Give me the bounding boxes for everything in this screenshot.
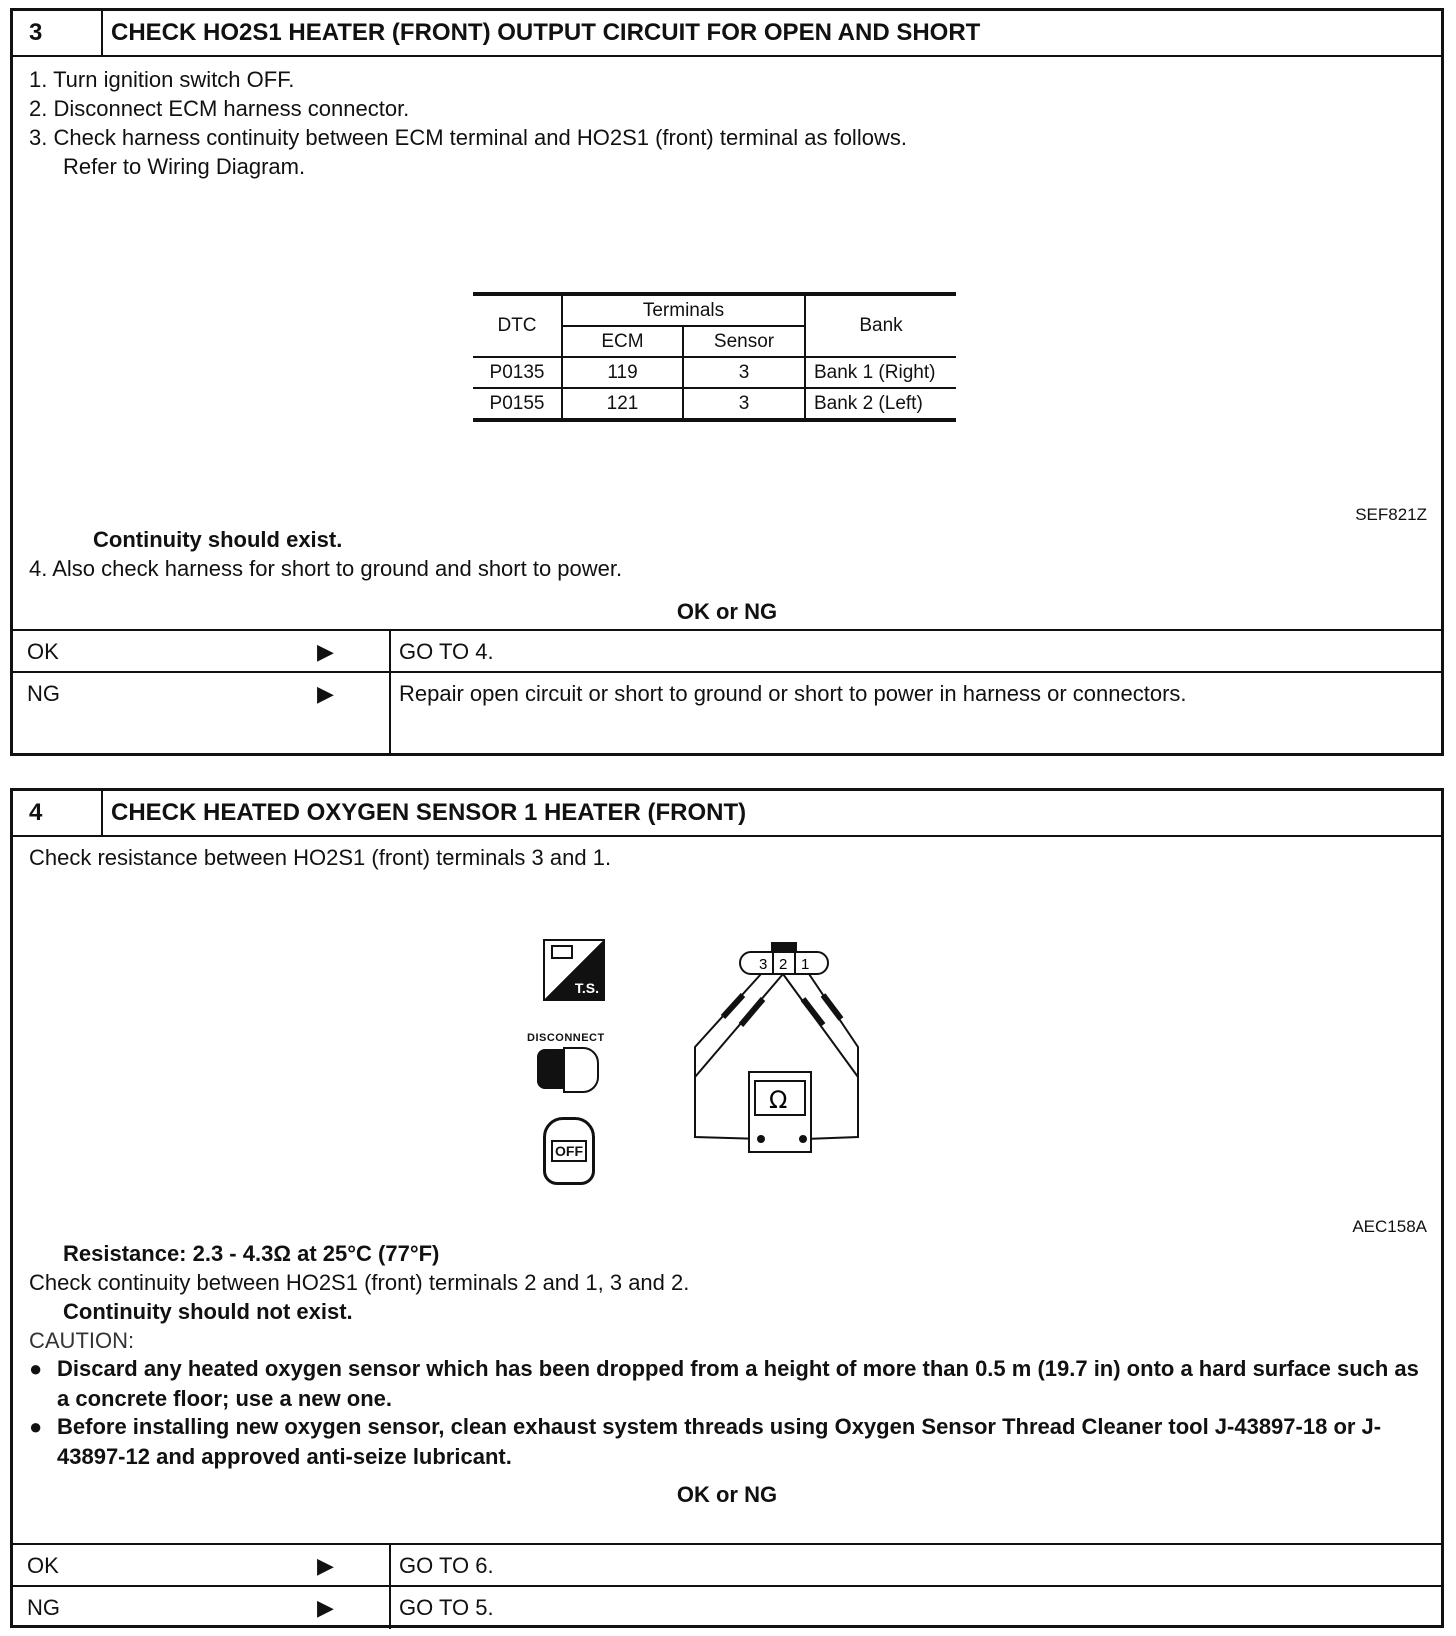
figure-code: AEC158A — [1352, 1217, 1427, 1236]
step-number: 3 — [13, 11, 103, 55]
resistance-spec: Resistance: 2.3 - 4.3Ω at 25°C (77°F) — [63, 1241, 440, 1266]
result-ok-row[interactable] — [13, 1543, 1441, 1587]
result-action: Repair open circuit or short to ground or short to power in harness or connectors. — [389, 673, 1441, 753]
instruction-4: 4. Also check harness for short to ground and short to power. — [29, 556, 623, 581]
result-label: NG — [27, 1595, 60, 1620]
figure — [523, 927, 883, 1197]
step-title: CHECK HO2S1 HEATER (FRONT) OUTPUT CIRCUIT FOR OPEN AND SHORT — [111, 19, 981, 46]
svg-text:2: 2 — [779, 956, 788, 973]
step-title: CHECK HEATED OXYGEN SENSOR 1 HEATER (FRONT) — [111, 799, 747, 826]
disconnect-icon — [537, 1047, 601, 1091]
off-label: OFF — [551, 1140, 587, 1162]
cell-bank: Bank 2 (Left) — [805, 388, 956, 420]
arrow-icon: ▶ — [317, 1595, 334, 1620]
continuity-check: Check continuity between HO2S1 (front) terminals 2 and 1, 3 and 2. — [29, 1270, 690, 1295]
result-label: OK — [27, 1553, 59, 1578]
result-ng-row[interactable] — [13, 1585, 1441, 1629]
table-row — [473, 388, 956, 420]
bullet-icon: ● — [29, 1356, 43, 1381]
figure-code: SEF821Z — [1355, 505, 1427, 524]
cell-dtc: P0135 — [473, 357, 562, 388]
ok-ng-label: OK or NG — [676, 599, 778, 624]
step-number: 4 — [13, 791, 103, 835]
arrow-icon: ▶ — [317, 681, 334, 706]
col-bank: Bank — [805, 294, 956, 357]
svg-text:Ω: Ω — [769, 1086, 788, 1114]
cell-dtc: P0155 — [473, 388, 562, 420]
instruction-3: 3. Check harness continuity between ECM terminal and HO2S1 (front) terminal as follows. — [29, 125, 907, 150]
instruction-2: 2. Disconnect ECM harness connector. — [29, 96, 410, 121]
cell-sensor: 3 — [683, 388, 805, 420]
result-ok-row[interactable] — [13, 629, 1441, 673]
result-label: NG — [27, 681, 60, 706]
result-ng-row[interactable] — [13, 671, 1441, 753]
col-terminals: Terminals — [562, 294, 805, 326]
col-sensor: Sensor — [683, 326, 805, 357]
result-label: OK — [27, 639, 59, 664]
step-4-body — [13, 837, 1441, 1547]
ignition-off-icon — [543, 1117, 595, 1185]
step-3-body — [13, 57, 1441, 633]
ohmmeter-diagram — [683, 927, 883, 1177]
bullet-icon: ● — [29, 1414, 43, 1439]
step-3-section — [10, 8, 1444, 756]
caution-text: Before installing new oxygen sensor, clean exhaust system threads using Oxygen Sensor Thread Cleaner tool J-43897-18 or J-43897-12 and approved anti-seize lubricant. — [57, 1414, 1382, 1469]
result-action: GO TO 4. — [389, 631, 1441, 673]
continuity-spec: Continuity should exist. — [93, 527, 343, 552]
intro-text: Check resistance between HO2S1 (front) terminals 3 and 1. — [29, 845, 612, 870]
table-row — [473, 357, 956, 388]
disconnect-icon-label: DISCONNECT — [527, 1032, 605, 1044]
ok-ng-label: OK or NG — [676, 1482, 778, 1507]
col-dtc: DTC — [473, 294, 562, 357]
instruction-3-note: Refer to Wiring Diagram. — [63, 154, 306, 179]
result-action: GO TO 6. — [389, 1545, 1441, 1587]
cell-bank: Bank 1 (Right) — [805, 357, 956, 388]
caution-item — [29, 1354, 1419, 1414]
svg-text:3: 3 — [759, 956, 768, 973]
ts-icon — [543, 939, 605, 1001]
caution-text: Discard any heated oxygen sensor which has been dropped from a height of more than 0.5 m (19.7 in) onto a hard surface such as a concrete floor; use a new one. — [57, 1356, 1419, 1411]
step-4-header — [13, 791, 1441, 837]
cell-sensor: 3 — [683, 357, 805, 388]
terminal-table — [473, 292, 956, 422]
step-4-section — [10, 788, 1444, 1628]
step-3-header — [13, 11, 1441, 57]
caution-item — [29, 1412, 1419, 1472]
continuity-spec: Continuity should not exist. — [63, 1299, 353, 1324]
instruction-1: 1. Turn ignition switch OFF. — [29, 67, 295, 92]
battery-glyph — [551, 945, 573, 959]
col-ecm: ECM — [562, 326, 683, 357]
svg-text:1: 1 — [801, 956, 810, 973]
cell-ecm: 119 — [562, 357, 683, 388]
result-action: GO TO 5. — [389, 1587, 1441, 1629]
ts-label: T.S. — [574, 980, 599, 996]
cell-ecm: 121 — [562, 388, 683, 420]
arrow-icon: ▶ — [317, 1553, 334, 1578]
arrow-icon: ▶ — [317, 639, 334, 664]
caution-label: CAUTION: — [29, 1328, 135, 1353]
